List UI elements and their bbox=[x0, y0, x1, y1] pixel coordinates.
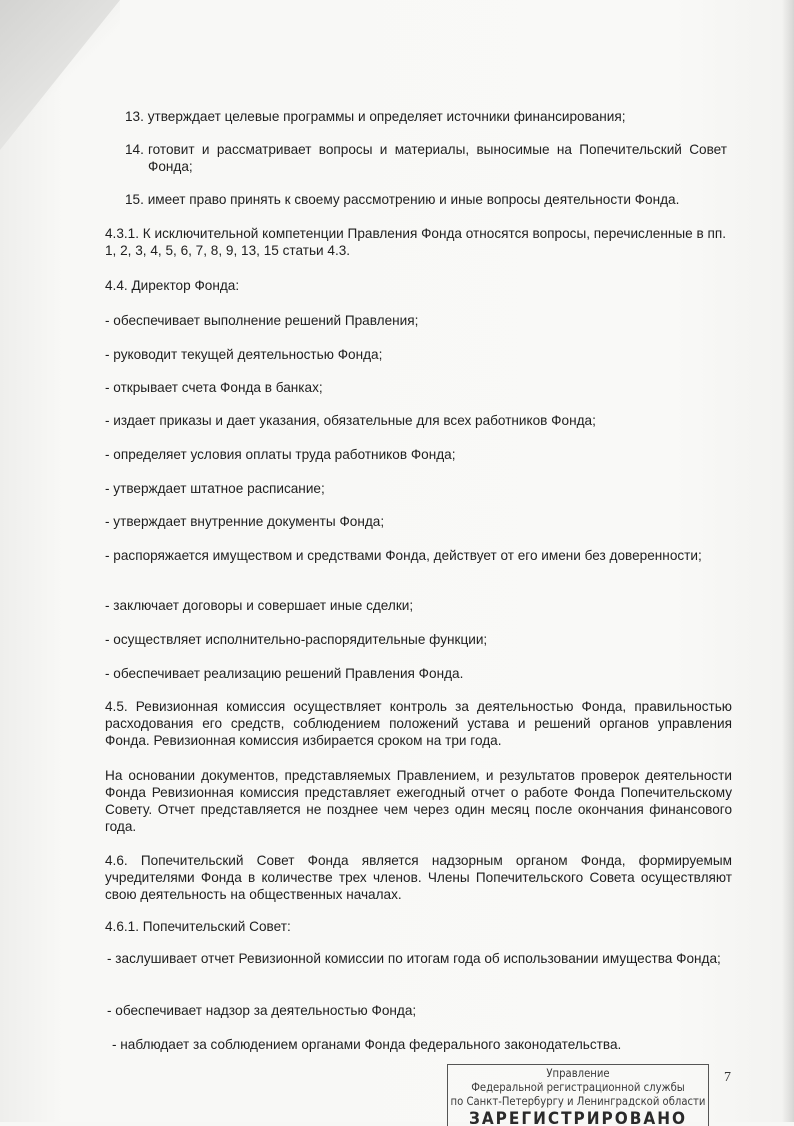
director-duty: - заключает договоры и совершает иные сделки; bbox=[105, 598, 414, 613]
heading-4-4: 4.4. Директор Фонда: bbox=[105, 278, 240, 293]
paragraph-4-5: 4.5. Ревизионная комиссия осуществляет контроль за деятельностью Фонда, правильностью расходования его средств, соблюдением положений устава и решений органов управления Фонда. Ревизионная комиссия избирается сроком на три года. bbox=[105, 699, 732, 748]
item-text: имеет право принять к своему рассмотрению и иные вопросы деятельности Фонда. bbox=[147, 192, 680, 207]
director-duty: - издает приказы и дает указания, обязательные для всех работников Фонда; bbox=[105, 413, 596, 428]
item-text: готовит и рассматривает вопросы и материалы, выносимые на Попечительский Совет Фонда; bbox=[148, 142, 727, 174]
director-duty: - определяет условия оплаты труда работников Фонда; bbox=[105, 447, 456, 462]
director-duty: - утверждает штатное расписание; bbox=[105, 481, 325, 496]
list-item-15 bbox=[125, 191, 727, 208]
director-duty: - обеспечивает реализацию решений Правления Фонда. bbox=[105, 666, 464, 681]
director-duty: - распоряжается имуществом и средствами Фонда, действует от его имени без доверенности; bbox=[105, 548, 702, 563]
paragraph-4-5-report: На основании документов, представляемых Правлением, и результатов проверок деятельности Фонда Ревизионная комиссия представляет ежегодный отчет о работе Фонда Попечительскому Совету. Отчет представляется не позднее чем через один месяц после окончания финансового года. bbox=[105, 768, 732, 834]
stamp-line: Управление bbox=[546, 1067, 610, 1080]
director-duty: - обеспечивает выполнение решений Правления; bbox=[105, 313, 419, 328]
page-edge-shadow bbox=[782, 0, 794, 1122]
council-duty: - заслушивает отчет Ревизионной комиссии по итогам года об использовании имущества Фонда; bbox=[107, 951, 721, 966]
council-duty: - наблюдает за соблюдением органами Фонда федерального законодательства. bbox=[112, 1037, 622, 1052]
stamp-line: Федеральной регистрационной службы bbox=[471, 1081, 685, 1094]
item-text: утверждает целевые программы и определяет источники финансирования; bbox=[147, 109, 626, 124]
paragraph-4-3-1: 4.3.1. К исключительной компетенции Правления Фонда относятся вопросы, перечисленные в пп. 1, 2, 3, 4, 5, 6, 7, 8, 9, 13, 15 статьи 4.3. bbox=[105, 226, 726, 258]
director-duty: - руководит текущей деятельностью Фонда; bbox=[105, 347, 383, 362]
item-number: 15. bbox=[125, 192, 144, 207]
item-number: 14. bbox=[125, 142, 144, 157]
list-item-13 bbox=[125, 108, 725, 125]
director-duty: - осуществляет исполнительно-распорядительные функции; bbox=[105, 632, 488, 647]
heading-4-6-1: 4.6.1. Попечительский Совет: bbox=[105, 919, 291, 934]
paragraph-4-6: 4.6. Попечительский Совет Фонда является надзорным органом Фонда, формируемым учредителями Фонда в количестве трех членов. Члены Попечительского Совета осуществляют свою деятельность на общественных началах. bbox=[105, 853, 732, 902]
registration-stamp bbox=[447, 1064, 709, 1126]
list-item-14 bbox=[125, 141, 727, 175]
page-number: 7 bbox=[724, 1070, 731, 1085]
director-duty: - утверждает внутренние документы Фонда; bbox=[105, 514, 385, 529]
director-duty: - открывает счета Фонда в банках; bbox=[105, 380, 323, 395]
stamp-line: по Санкт-Петербургу и Ленинградской области bbox=[450, 1095, 706, 1108]
council-duty: - обеспечивает надзор за деятельностью Фонда; bbox=[107, 1003, 417, 1018]
corner-shadow bbox=[0, 0, 120, 150]
item-number: 13. bbox=[125, 109, 144, 124]
stamp-registered: ЗАРЕГИСТРИРОВАНО bbox=[468, 1109, 688, 1126]
